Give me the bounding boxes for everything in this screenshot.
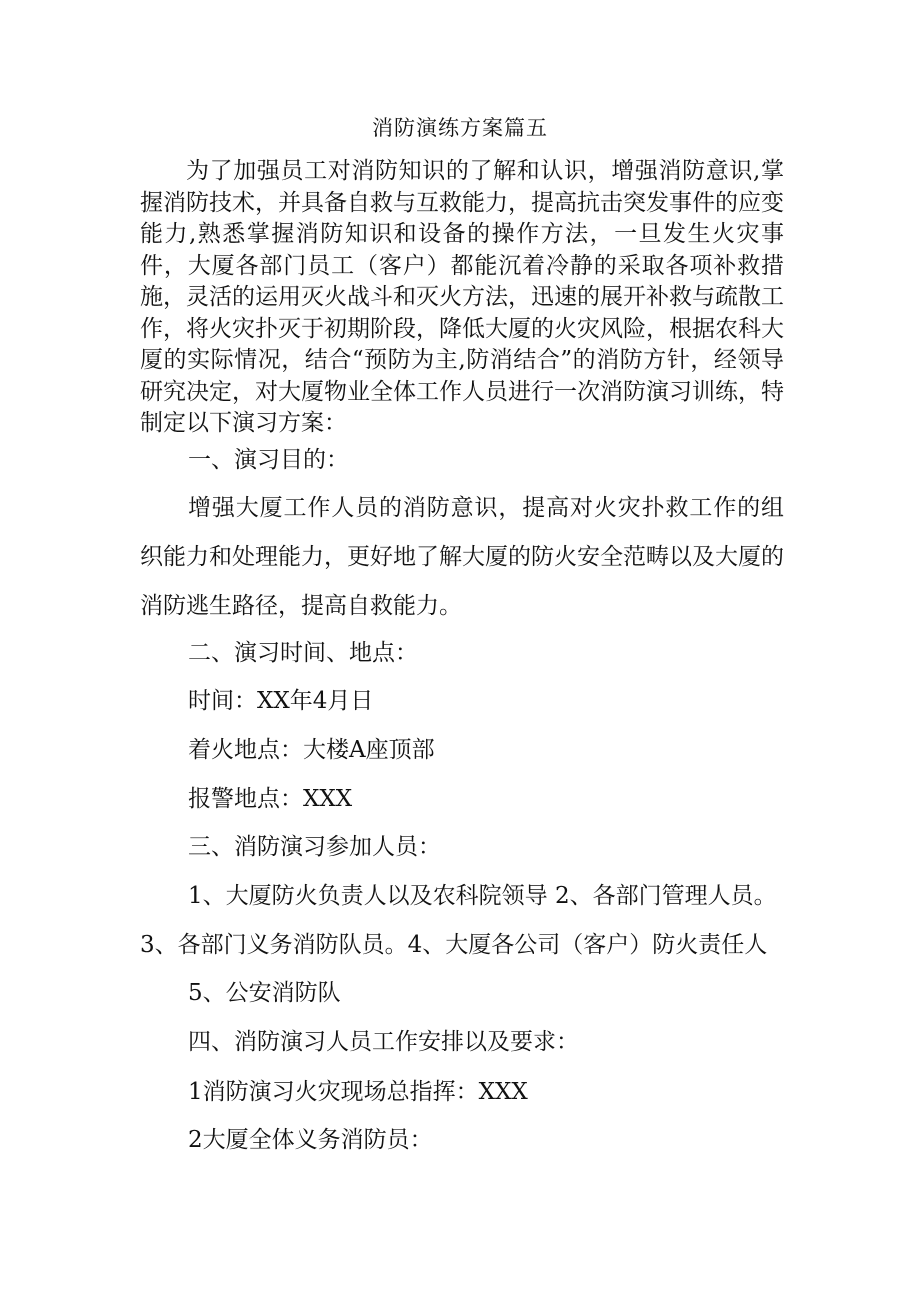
section4-heading: 四、消防演习人员工作安排以及要求： [188, 1029, 579, 1055]
arrangement-item-1: 1消防演习火灾现场总指挥：XXX [188, 1079, 528, 1105]
fire-location: 着火地点：大楼A座顶部 [188, 737, 435, 763]
section1-heading: 一、演习目的： [188, 447, 349, 473]
participants-line-1: 1、大厦防火负责人以及农科院领导 2、各部门管理人员。 [188, 883, 777, 909]
section2-heading: 二、演习时间、地点： [188, 640, 418, 666]
arrangement-item-2: 2大厦全体义务消防员： [188, 1127, 433, 1153]
participants-line-2: 3、各部门义务消防队员。4、大厦各公司（客户）防火责任人 [140, 932, 768, 958]
section3-heading: 三、消防演习参加人员： [188, 834, 441, 860]
alarm-location: 报警地点：XXX [188, 786, 353, 812]
document-title: 消防演练方案篇五 [372, 116, 548, 140]
intro-paragraph: 为了加强员工对消防知识的了解和认识，增强消防意识,掌握消防技术，并具备自救与互救能力，提高抗击突发事件的应变能力,熟悉掌握消防知识和设备的操作方法，一旦发生火灾事件，大厦各部门员工（客户）都能沉着冷静的采取各项补救措施，灵活的运用灭火战斗和灭火方法，迅速的展开补救与疏散工作，将火灾扑灭于初期阶段，降低大厦的火灾风险，根据农科大厦的实际情况，结合“预防为主,防消结合”的消防方针，经领导研究决定，对大厦物业全体工作人员进行一次消防演习训练，特制定以下演习方案： [140, 158, 784, 436]
exercise-time: 时间：XX年4月日 [188, 688, 374, 714]
participants-line-3: 5、公安消防队 [188, 980, 341, 1006]
section1-body: 增强大厦工作人员的消防意识，提高对火灾扑救工作的组织能力和处理能力，更好地了解大厦的防火安全范畴以及大厦的消防逃生路径，提高自救能力。 [140, 495, 784, 619]
